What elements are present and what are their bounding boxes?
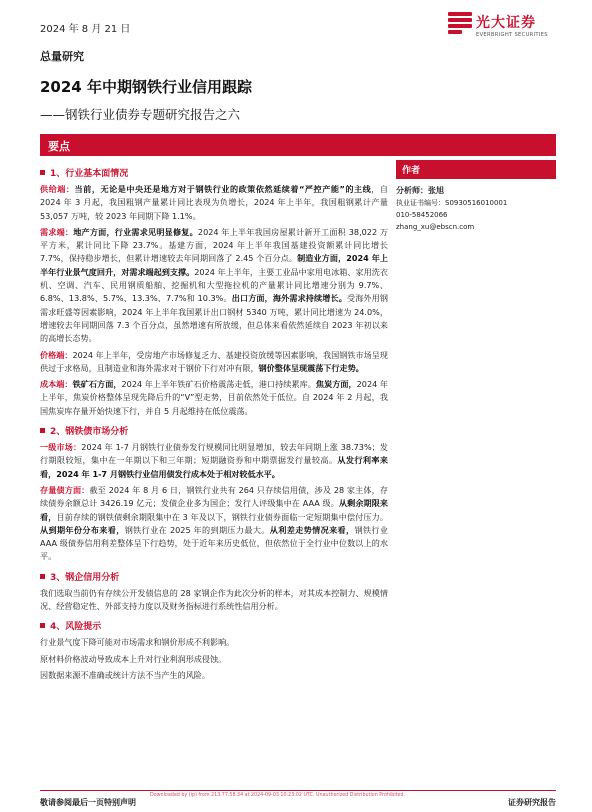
paragraph-text: 2024 年上半年，主要工业品中家用电冰箱、家用洗衣机、空调、汽车、民用钢质船舶、挖掘机和大型拖拉机的产量累计同比增速分别为 9.7%、6.8%、13.8%、5.7%、13.3%、7.7%和 10.3%。 bbox=[40, 266, 388, 304]
report-subtitle: ——钢铁行业债券专题研究报告之六 bbox=[40, 107, 241, 122]
company-logo bbox=[448, 10, 556, 42]
paragraph-emphasis: 从利差走势情况来看， bbox=[269, 524, 355, 535]
logo-english-name: EVERBRIGHT SECURITIES bbox=[476, 32, 548, 38]
footer-disclaimer: 敬请参阅最后一页特别声明 bbox=[40, 798, 136, 807]
report-category: 总量研究 bbox=[40, 50, 84, 63]
paragraph-emphasis: 当前，无论是中央还是地方对于钢铁行业的政策依然延续着“严控产能”的主线 bbox=[74, 184, 372, 194]
footer-watermark: Downloaded by (ip) from 213.77.58.34 at 2024-09-03 10:23:02 UTC. Unauthorized Distribution Prohibited. bbox=[150, 793, 406, 798]
paragraph-emphasis: 从发行利率来看，2024 年 1-7 月钢铁行业信用债发行成本处于相对较低水平。 bbox=[40, 455, 388, 479]
paragraph-emphasis: 焦炭方面， bbox=[315, 379, 357, 390]
page-footer bbox=[40, 790, 556, 812]
analyst-name: 分析师：张旭 bbox=[396, 186, 444, 195]
paragraph-text: 原材料价格波动导致成本上升对行业利润形成侵蚀。 bbox=[40, 653, 227, 664]
square-bullet-icon bbox=[40, 170, 45, 175]
paragraph-text: 2024 年 1-7 月钢铁行业债券发行规模同比明显增加，较去年同期上涨 38.73%；发行期限较短，集中在一年期以下和三年期；短期融资券和中期票据发行量较高。 bbox=[40, 442, 388, 466]
section-heading-text: 2、钢铁债市场分析 bbox=[50, 427, 129, 438]
paragraph bbox=[40, 378, 388, 418]
analyst-phone: 010-58452066 bbox=[396, 211, 448, 219]
paragraph-text: 2024 年上半年，焦炭价格整体呈现先降后升的“V”型走势，目前依然处于低位。自 2024 年 2 月起，我国焦炭库存量开始快速下行，并自 5 月起维持在低位震荡。 bbox=[40, 379, 388, 416]
paragraph-text: 受海外用钢需求旺盛等因素影响，2024 年上半年我国累计出口钢材 5340 万吨，累计同比增速为 24.0%，增速较去年同期回落 7.3 个百分点，虽然增速有所放缓，但总体来看依然延续自 2023 年初以来的高增长态势。 bbox=[40, 293, 388, 344]
paragraph-text: 我们选取当前仍有存续公开发债信息的 28 家钢企作为此次分析的样本，对其成本控制力、规模情况、经营稳定性、外部支持力度以及财务指标进行系统性信用分析。 bbox=[40, 587, 388, 612]
paragraph-text: 钢铁行业 AAA 级债券信用利差整体呈下行趋势，处于近年来历史低位，但依然位于全行业中位数以上的水平。 bbox=[40, 524, 388, 562]
author-header: 作者 bbox=[396, 160, 556, 179]
paragraph bbox=[40, 669, 388, 682]
section-heading bbox=[40, 570, 388, 583]
paragraph bbox=[40, 441, 388, 481]
paragraph-keyword: 成本端： bbox=[40, 379, 73, 390]
paragraph-emphasis: 铁矿石方面， bbox=[72, 379, 122, 390]
section-heading-text: 3、钢企信用分析 bbox=[50, 572, 120, 583]
section-heading bbox=[40, 619, 388, 632]
section-heading-text: 1、行业基本面情况 bbox=[50, 169, 129, 179]
paragraph-text: 2024 年上半年铁矿石价格震荡走低，港口持续累库。 bbox=[121, 379, 316, 390]
paragraph-emphasis: 出口方面，海外需求持续增长。 bbox=[231, 293, 347, 304]
paragraph bbox=[40, 653, 388, 666]
key-points-bar bbox=[40, 134, 556, 156]
author-panel bbox=[396, 160, 556, 233]
square-bullet-icon bbox=[40, 428, 45, 433]
square-bullet-icon bbox=[40, 574, 45, 579]
paragraph-emphasis: 地产方面，行业需求见明显修复。 bbox=[73, 226, 198, 237]
paragraph-text: 目前存续的钢铁债剩余期限集中在 3 年及以下，钢铁行业债券面临一定短期集中偿付压力。 bbox=[56, 511, 388, 522]
paragraph-text: ，自 2024 年 3 月起，我国粗钢产量累计同比表现为负增长，2024 年上半年，我国粗钢累计产量 53,057 万吨，较 2023 年同期下降 1.1%。 bbox=[40, 184, 388, 221]
section-heading bbox=[40, 166, 388, 179]
paragraph-keyword: 供给端： bbox=[40, 184, 75, 194]
paragraph bbox=[40, 636, 388, 649]
paragraph-emphasis: 从到期年份分布来看， bbox=[40, 524, 125, 535]
paragraph-keyword: 价格端： bbox=[40, 349, 73, 360]
paragraph-keyword: 需求端： bbox=[40, 226, 74, 237]
paragraph bbox=[40, 484, 388, 564]
square-bullet-icon bbox=[40, 623, 45, 628]
paragraph bbox=[40, 349, 388, 376]
paragraph-keyword: 一级市场： bbox=[40, 442, 82, 453]
paragraph bbox=[40, 226, 388, 346]
paragraph-text: 钢铁行业在 2025 年的到期压力最大。 bbox=[124, 524, 270, 535]
paragraph-emphasis: 钢价整体呈现震荡下行走势。 bbox=[258, 362, 364, 373]
paragraph-text: 因数据来源不准确或统计方法不当产生的风险。 bbox=[40, 669, 210, 680]
paragraph-text: 2024 年上半年，受房地产市场修复乏力、基建投资放缓等因素影响，我国钢铁市场呈现供过于求格局，且制造业和海外需求对于钢价下行对冲有限， bbox=[40, 349, 388, 373]
analyst-email[interactable]: zhang_xu@ebscn.com bbox=[396, 223, 475, 231]
footer-report-type: 证券研究报告 bbox=[508, 798, 556, 807]
paragraph-text: 2024 年上半年我国房屋累计新开工面积 38,022 万平方米，累计同比下降 23.7%。基建方面，2024 年上半年我国基建投资额累计同比增长 7.7%，保持稳步增长，但累计增速较去年同期回落了 2.45 个百分点。 bbox=[40, 226, 388, 264]
paragraph bbox=[40, 587, 388, 614]
section-heading bbox=[40, 424, 388, 437]
paragraph-text: 截至 2024 年 8 月 6 日，钢铁行业共有 264 只存续信用债，涉及 28 家主体，存续债券余额总计 3426.19 亿元；发债企业多为国企；发行人评级集中在 AAA 级。 bbox=[40, 484, 388, 509]
analyst-license: 执业证书编号：S0930516010001 bbox=[396, 199, 508, 207]
paragraph-emphasis: 从剩余期限来看， bbox=[40, 498, 388, 522]
logo-chinese-name: 光大证券 bbox=[476, 15, 536, 31]
logo-mark-icon bbox=[448, 12, 472, 36]
key-points-label: 要点 bbox=[48, 140, 70, 153]
paragraph-text: 行业景气度下降可能对市场需求和钢价形成不利影响。 bbox=[40, 637, 235, 648]
main-content bbox=[40, 160, 388, 685]
report-title: 2024 年中期钢铁行业信用跟踪 bbox=[40, 78, 252, 96]
paragraph-emphasis: 制造业方面，2024 年上半年行业景气度回升，对需求端起到支撑。 bbox=[40, 253, 388, 277]
report-date: 2024 年 8 月 21 日 bbox=[40, 24, 131, 35]
section-heading-text: 4、风险提示 bbox=[50, 622, 102, 633]
paragraph bbox=[40, 183, 388, 223]
paragraph-keyword: 存量债方面： bbox=[40, 484, 90, 495]
